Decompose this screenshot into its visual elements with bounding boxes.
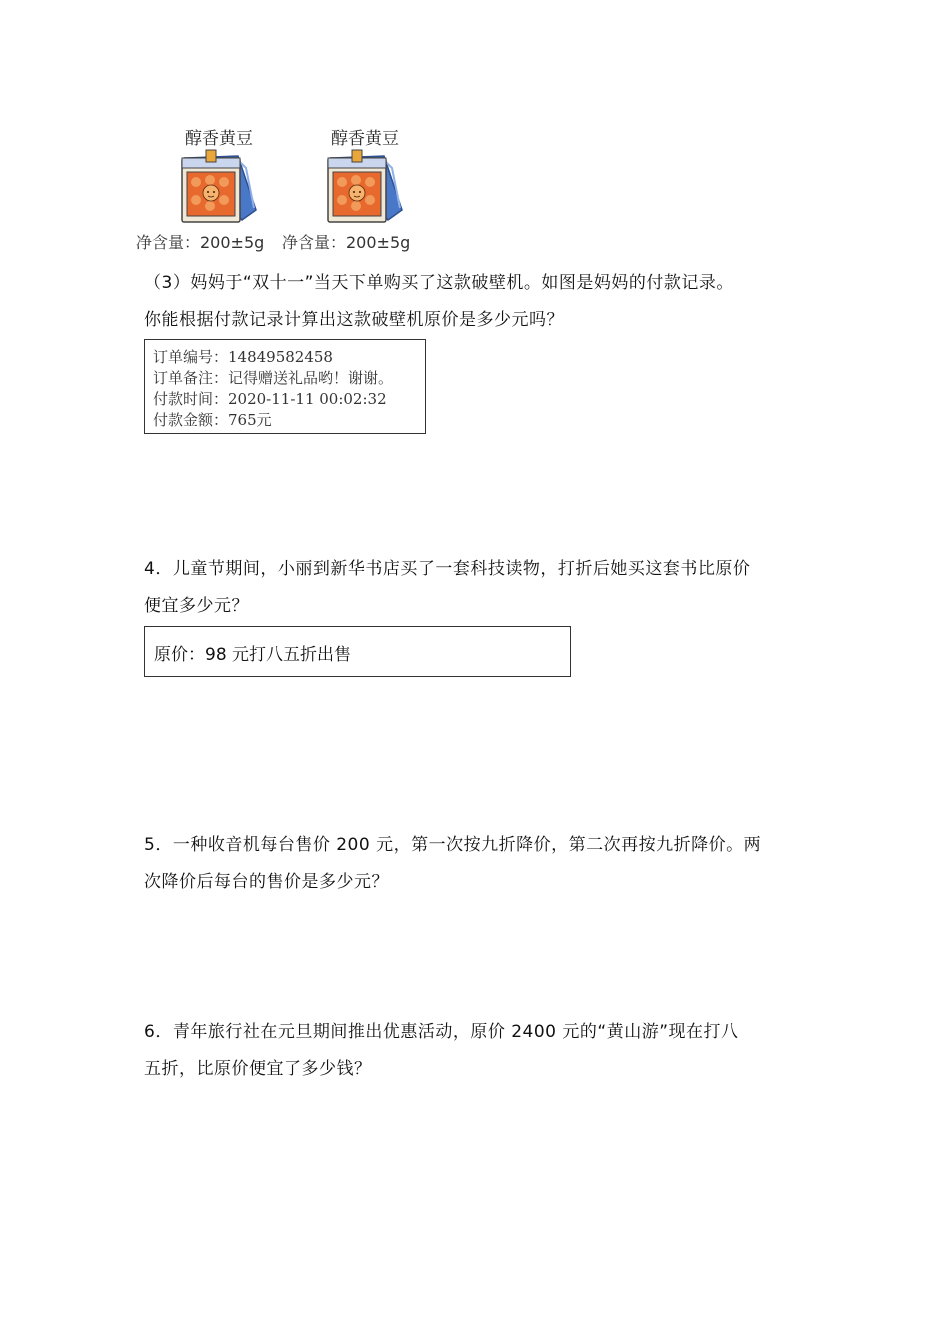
receipt-payment-amount: 付款金额：765元 [153,411,272,429]
price-info-box [144,626,571,677]
payment-record-box [144,339,426,434]
product-name: 醇香黄豆 [185,129,253,149]
receipt-order-number: 订单编号：14849582458 [153,348,333,366]
question-4-line-2: 便宜多少元？ [144,596,249,616]
question-3-line-1: （3）妈妈于“双十一”当天下单购买了这款破壁机。如图是妈妈的付款记录。 [144,273,734,293]
product-name: 醇香黄豆 [331,129,399,149]
soybean-bag-image [322,148,408,224]
question-6-line-1: 6．青年旅行社在元旦期间推出优惠活动，原价 2400 元的“黄山游”现在打八 [144,1022,739,1042]
product-net-weight: 净含量：200±5g [136,233,265,252]
question-6-line-2: 五折，比原价便宜了多少钱？ [144,1059,372,1079]
receipt-order-note: 订单备注：记得赠送礼品哟！谢谢。 [153,369,394,387]
question-5-line-2: 次降价后每台的售价是多少元？ [144,872,389,892]
receipt-payment-time: 付款时间：2020-11-11 00:02:32 [153,390,387,408]
question-4-line-1: 4．儿童节期间，小丽到新华书店买了一套科技读物，打折后她买这套书比原价 [144,559,751,579]
soybean-bag-image [176,148,262,224]
question-3-line-2: 你能根据付款记录计算出这款破壁机原价是多少元吗？ [144,310,564,330]
price-info-text: 原价：98 元打八五折出售 [154,645,352,665]
product-net-weight: 净含量：200±5g [282,233,411,252]
question-5-line-1: 5．一种收音机每台售价 200 元，第一次按九折降价，第二次再按九折降价。两 [144,835,762,855]
